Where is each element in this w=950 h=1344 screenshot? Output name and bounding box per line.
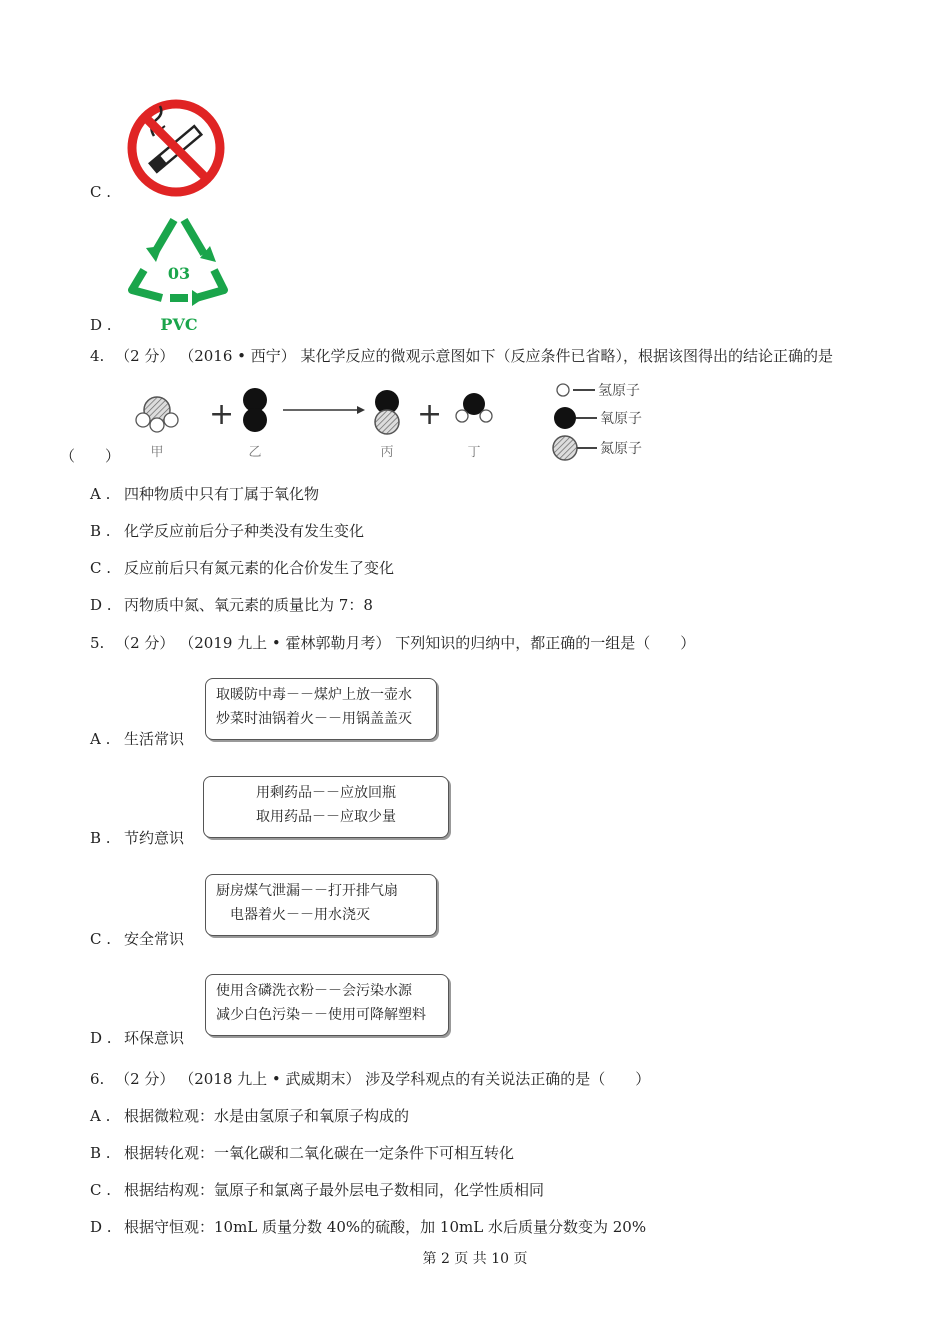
plus-sign-1: + [209,397,235,432]
molecule-jia [136,397,178,432]
question-source: （2016 • 西宁） [179,347,296,365]
q6-option-d: D . 根据守恒观：10mL 质量分数 40%的硫酸，加 10mL 水后质量分数变为 20% [90,1218,647,1236]
q4-option-d: D . 丙物质中氮、氧元素的质量比为 7：8 [90,596,373,614]
q5-option-c: C . 安全常识 [90,930,185,948]
q5-option-b: B . 节约意识 [90,829,185,847]
q5-option-a: A . 生活常识 [90,730,185,748]
question-source: （2018 九上 • 武威期末） [179,1070,361,1088]
question-source: （2019 九上 • 霍林郭勒月考） [179,634,391,652]
question-score: （2 分） [115,1070,175,1088]
label-yi: 乙 [248,445,262,460]
molecule-yi [243,388,267,432]
q5-box-d: 使用含磷洗衣粉－－会污染水源 减少白色污染－－使用可降解塑料 [205,974,449,1036]
q5-box-b: 用剩药品－－应放回瓶 取用药品－－应取少量 [203,776,449,838]
pvc-recycling-icon [124,210,234,336]
question-stem: 涉及学科观点的有关说法正确的是（ ） [365,1070,651,1088]
question-score: （2 分） [115,634,175,652]
answer-blank: （ ） [60,447,121,465]
legend-hydrogen: 氢原子 [598,383,640,399]
q4-option-b: B . 化学反应前后分子种类没有发生变化 [90,522,365,540]
q4-option-a: A . 四种物质中只有丁属于氧化物 [90,485,320,503]
option-d-letter: D . [90,316,112,334]
q5-box-c: 厨房煤气泄漏－－打开排气扇 电器着火－－用水浇灭 [205,874,437,936]
label-jia: 甲 [150,445,164,460]
molecule-bing [375,390,399,434]
question-number: 4. [90,347,105,365]
q4-option-c: C . 反应前后只有氮元素的化合价发生了变化 [90,559,395,577]
question-stem: 下列知识的归纳中，都正确的一组是（ ） [395,634,696,652]
plus-sign-2: + [417,397,443,432]
q6-option-a: A . 根据微粒观：水是由氢原子和氧原子构成的 [90,1107,410,1125]
pvc-number: 03 [167,264,191,283]
label-ding: 丁 [467,445,481,460]
q6-option-b: B . 根据转化观：一氧化碳和二氧化碳在一定条件下可相互转化 [90,1144,515,1162]
atom-legend [553,383,642,460]
question-6-header [90,1068,650,1089]
molecule-ding [456,393,492,422]
legend-oxygen: 氧原子 [600,411,642,427]
q5-box-a: 取暖防中毒－－煤炉上放一壶水 炒菜时油锅着火－－用锅盖盖灭 [205,678,437,740]
page-footer: 第 2 页 共 10 页 [422,1251,528,1267]
q5-option-d: D . 环保意识 [90,1029,185,1047]
pvc-label: PVC [160,315,198,334]
q6-option-c: C . 根据结构观：氩原子和氯离子最外层电子数相同，化学性质相同 [90,1181,545,1199]
no-smoking-sign [124,96,228,200]
question-number: 6. [90,1070,105,1088]
reaction-diagram [125,378,665,468]
label-bing: 丙 [380,445,394,460]
legend-nitrogen: 氮原子 [600,441,642,457]
question-score: （2 分） [115,347,175,365]
question-4-header [90,345,833,366]
question-number: 5. [90,634,105,652]
question-stem: 某化学反应的微观示意图如下（反应条件已省略），根据该图得出的结论正确的是 [300,347,834,365]
question-5-header [90,632,695,653]
option-c-letter: C . [90,183,112,201]
